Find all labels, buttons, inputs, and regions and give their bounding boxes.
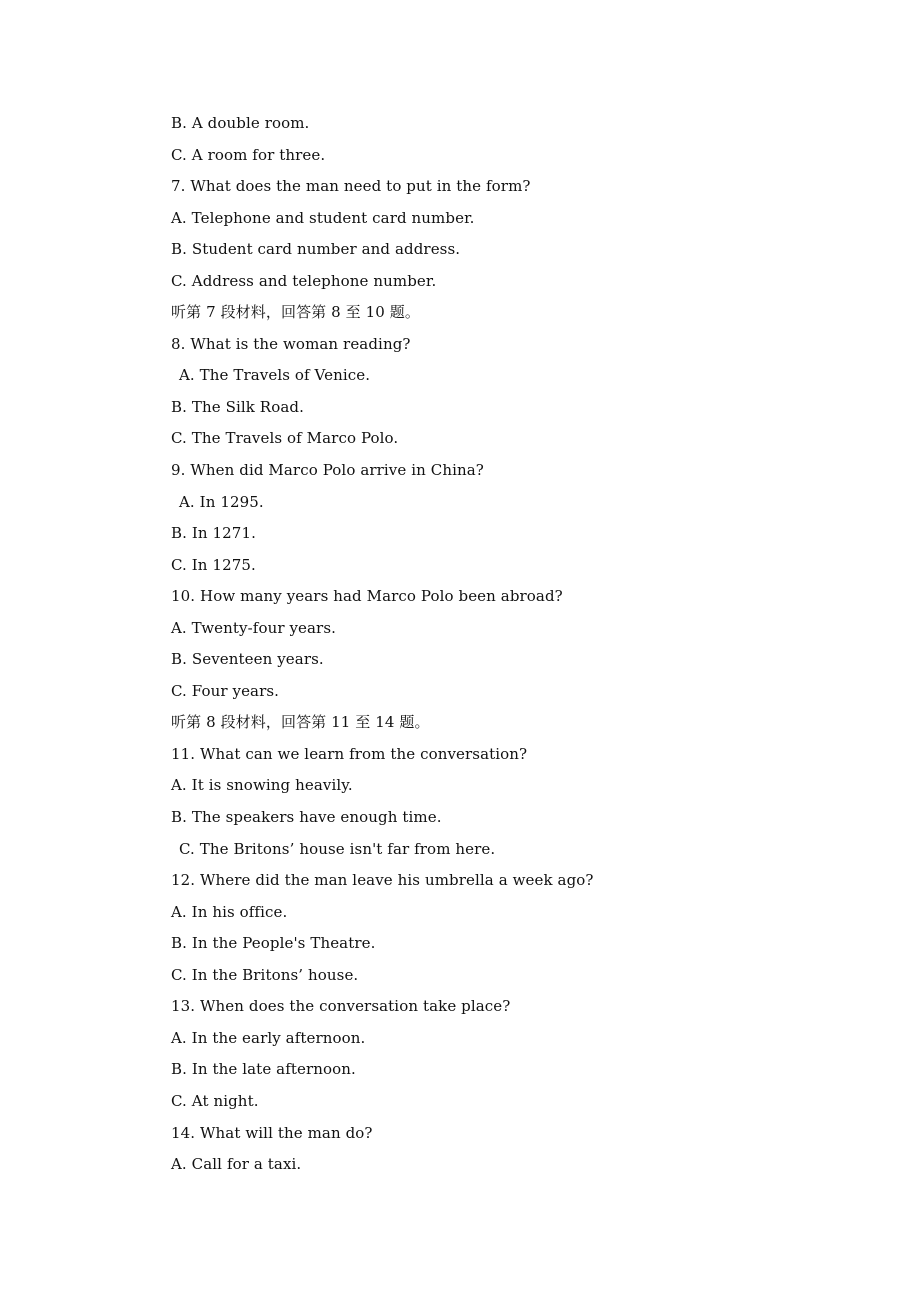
question-line: 9. When did Marco Polo arrive in China? xyxy=(171,461,484,480)
option-line: B. In the late afternoon. xyxy=(171,1060,356,1079)
option-line: B. Seventeen years. xyxy=(171,650,324,669)
option-line: A. Telephone and student card number. xyxy=(171,208,475,227)
option-line: A. In the early afternoon. xyxy=(171,1028,366,1047)
option-line: B. In 1271. xyxy=(171,524,256,543)
question-line: 12. Where did the man leave his umbrella a week ago? xyxy=(171,871,594,890)
option-line: B. In the People's Theatre. xyxy=(171,934,376,953)
option-line: A. Call for a taxi. xyxy=(171,1155,302,1174)
option-line: C. The Travels of Marco Polo. xyxy=(171,429,399,448)
question-line: 7. What does the man need to put in the form? xyxy=(171,177,531,196)
option-line: C. In the Britons’ house. xyxy=(171,965,359,984)
option-line: C. A room for three. xyxy=(171,145,326,164)
exam-text xyxy=(171,111,831,1184)
option-line: C. In 1275. xyxy=(171,555,256,574)
section-instruction: 听第 8 段材料，回答第 11 至 14 题。 xyxy=(171,713,430,732)
option-line: B. A double room. xyxy=(171,114,310,132)
question-line: 8. What is the woman reading? xyxy=(171,334,411,353)
option-line: A. It is snowing heavily. xyxy=(171,776,353,795)
question-line: 10. How many years had Marco Polo been abroad? xyxy=(171,587,563,606)
option-line: B. The speakers have enough time. xyxy=(171,808,442,827)
section-instruction: 听第 7 段材料，回答第 8 至 10 题。 xyxy=(171,303,420,322)
option-line: A. The Travels of Venice. xyxy=(179,366,371,385)
option-line: C. At night. xyxy=(171,1091,259,1110)
question-line: 13. When does the conversation take place? xyxy=(171,997,511,1016)
question-line: 11. What can we learn from the conversation? xyxy=(171,744,528,763)
option-line: C. Four years. xyxy=(171,681,280,700)
option-line: A. In his office. xyxy=(171,902,288,921)
option-line: A. In 1295. xyxy=(179,492,264,511)
option-line: B. The Silk Road. xyxy=(171,397,304,416)
option-line: C. The Britons’ house isn't far from here. xyxy=(179,839,496,858)
question-line: 14. What will the man do? xyxy=(171,1123,373,1142)
option-line: B. Student card number and address. xyxy=(171,240,461,259)
option-line: A. Twenty-four years. xyxy=(171,618,336,637)
option-line: C. Address and telephone number. xyxy=(171,271,437,290)
